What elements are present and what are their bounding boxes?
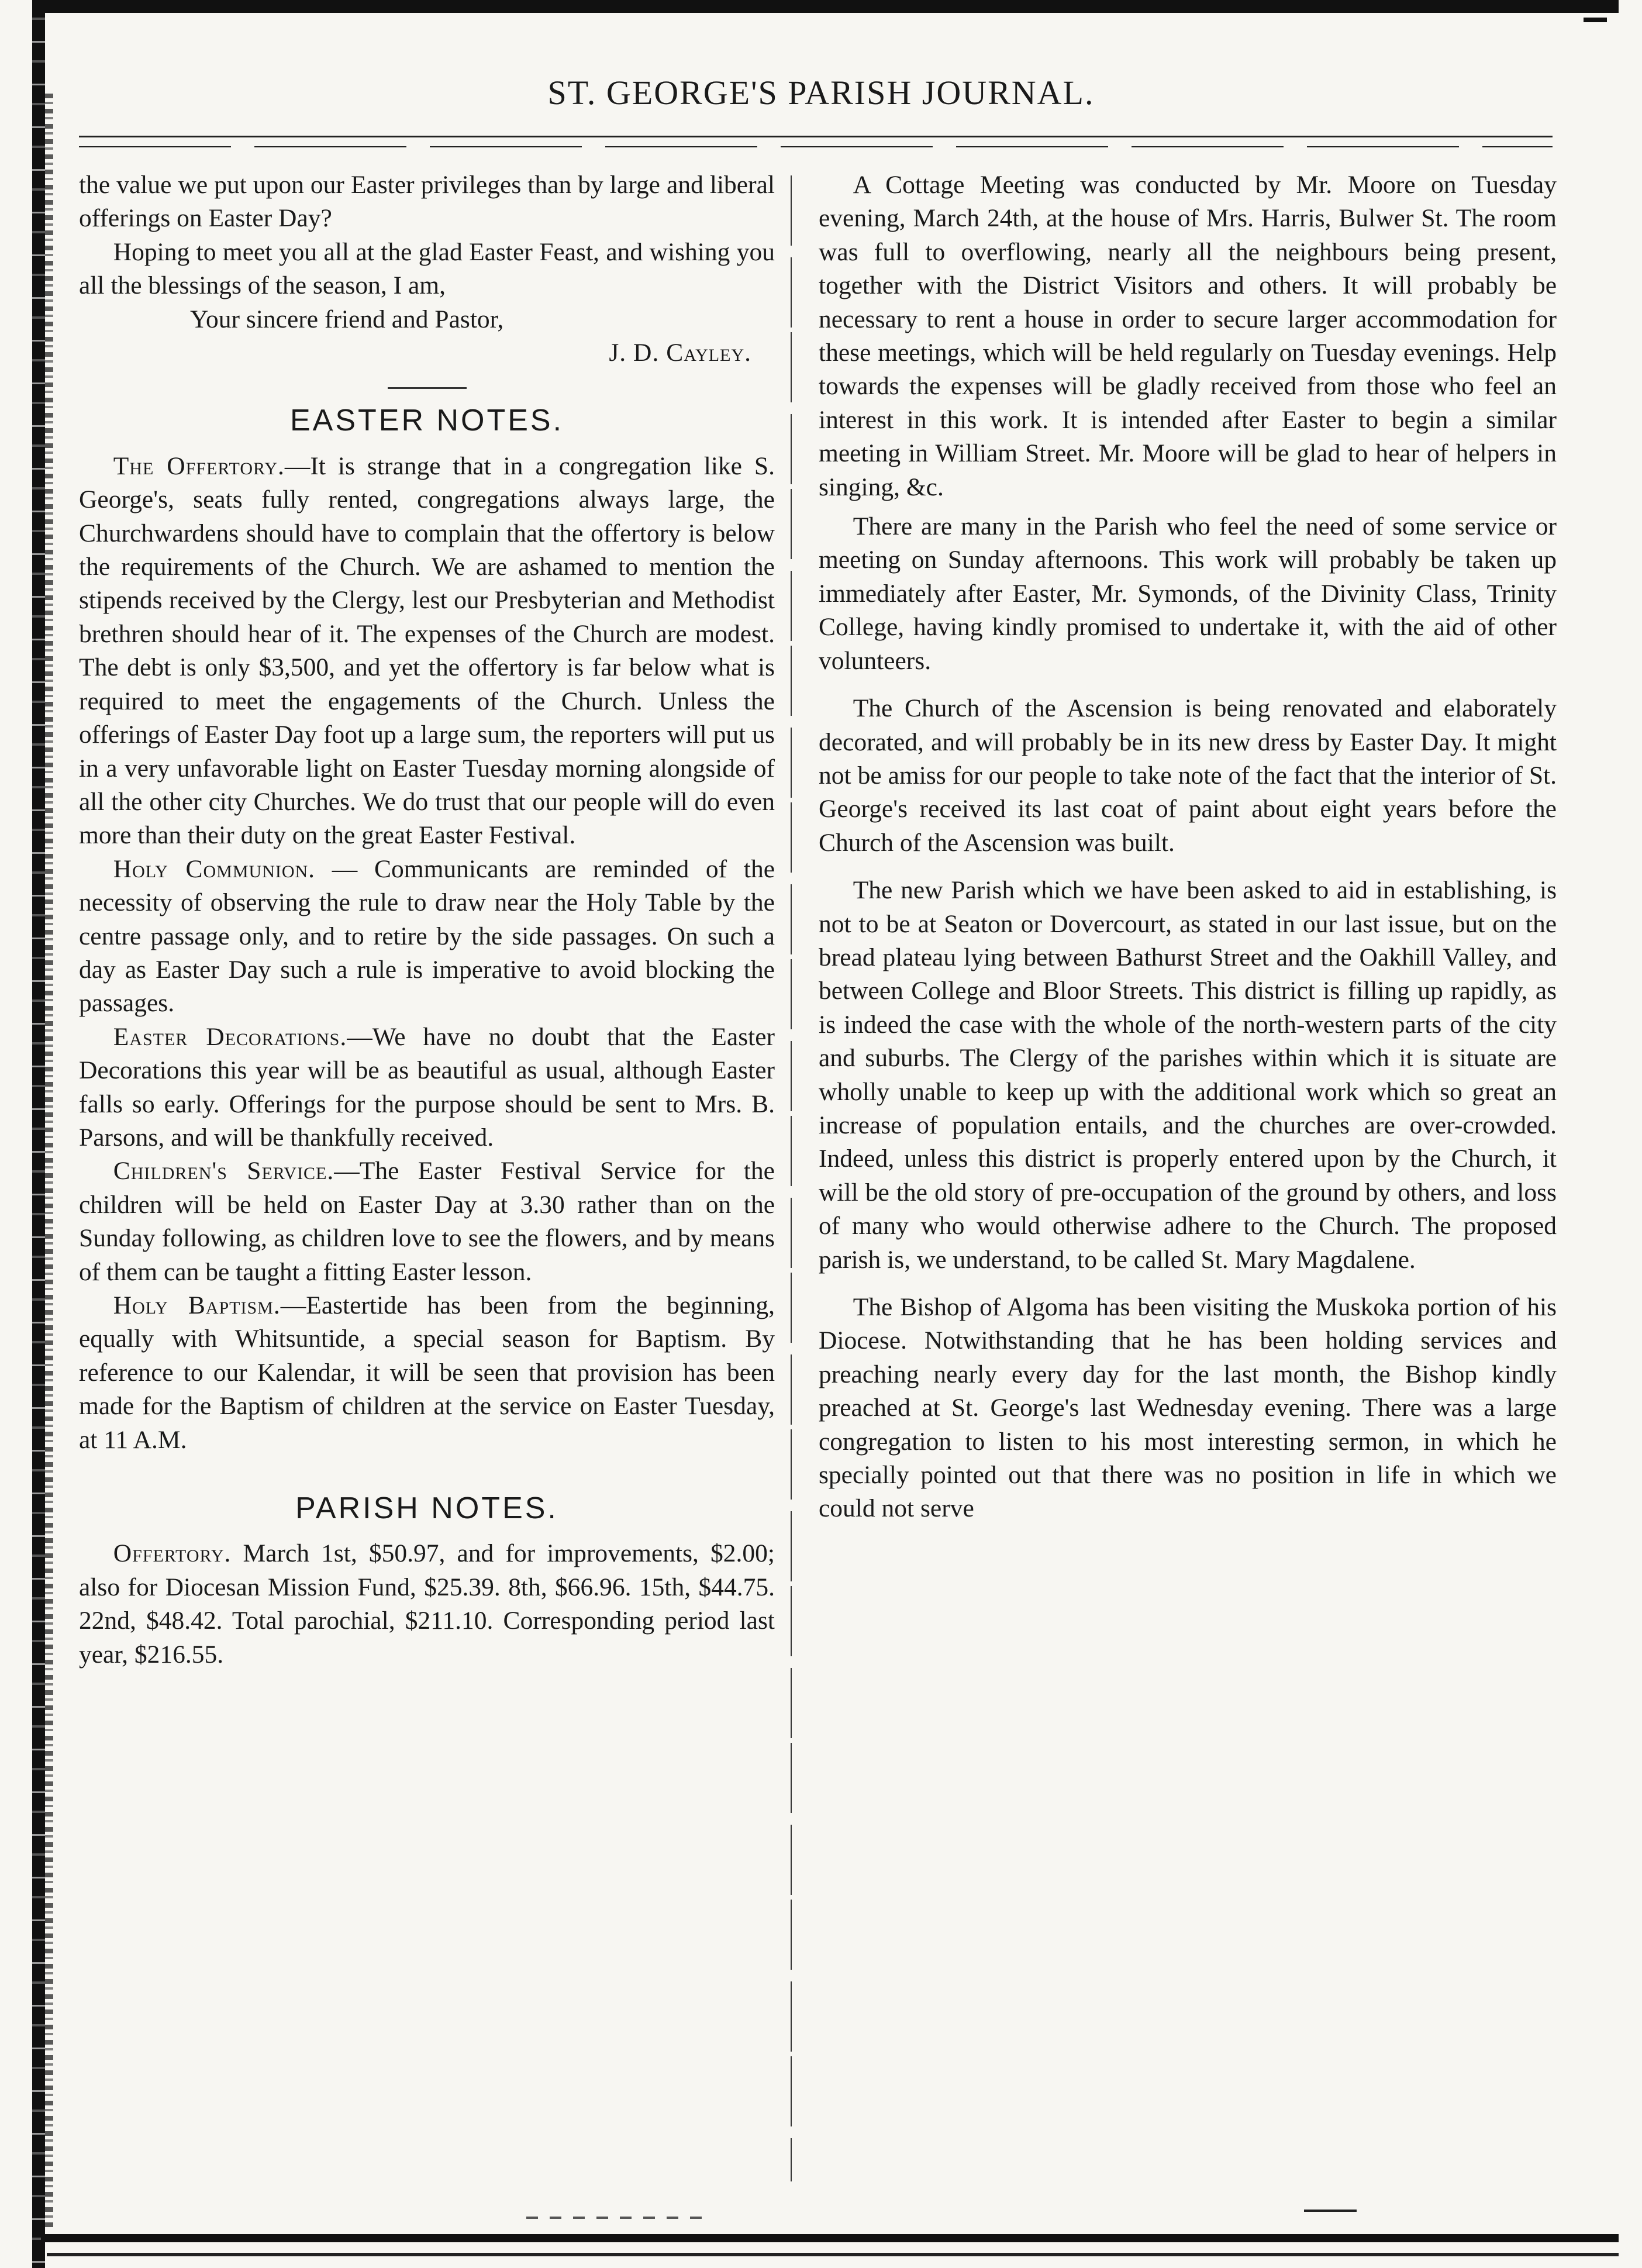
right-column: [819, 168, 1557, 2204]
left-column: [79, 168, 775, 2204]
page-left-binding-edge: [32, 0, 45, 2268]
note-item: [79, 1021, 775, 1155]
note-text: —The Easter Festival Service for the children will be held on Easter Day at 3.30 rather than on the Sunday following, as children love to see the flowers, and by means of them can be taught a fitting Easter lesson.: [79, 1157, 775, 1286]
letter-signature: J. D. Cayley.: [609, 339, 751, 367]
note-item: [79, 1537, 775, 1671]
note-heading: Holy Communion.: [113, 854, 316, 883]
note-text: March 1st, $50.97, and for improvements, $2.00; also for Diocesan Mission Fund, $25.39. 8th, $66.96. 15th, $44.75. 22nd, $48.42. Total parochial, $211.10. Corresponding period last year, $216.55.: [79, 1539, 775, 1669]
note-item: [79, 1289, 775, 1457]
note-text: —Eastertide has been from the beginning, equally with Whitsuntide, a special season for Baptism. By reference to our Kalendar, it will be seen that provision has been made for the Baptism of children at the service on Easter Tuesday, at 11 A.M.: [79, 1291, 775, 1454]
note-heading: Children's Service.: [113, 1157, 334, 1185]
bottom-dashes: [526, 2217, 702, 2219]
note-item: [79, 450, 775, 853]
paragraph: The Bishop of Algoma has been visiting the Muskoka portion of his Diocese. Notwithstanding that he has been holding services and preaching nearly every day for the last month, the Bishop kindly preached at St. George's last Wednesday evening. There was a large congregation to listen to his most interesting sermon, in which he specially pointed out that there was no position in life in which we could not serve: [819, 1293, 1557, 1523]
page-bottom-border-thin: [47, 2253, 1619, 2256]
header-rule: [79, 136, 1553, 137]
page-top-border: [35, 0, 1619, 13]
paragraph: The new Parish which we have been asked to aid in establishing, is not to be at Seaton or Dovercourt, as stated in our last issue, but on the bread plateau lying between Bathurst Street and the Oakhill Valley, and between College and Bloor Streets. This district is filling up rapidly, as is indeed the case with the whole of the north-western parts of the city and suburbs. The Clergy of the parishes within which it is situate are wholly unable to keep up with the additional work which so great an increase of population entails, and the churches are over-crowded. Indeed, unless this district is properly entered upon by the Church, it will be the old story of pre-occupation of the ground by others, and loss of many who would otherwise adhere to the Church. The proposed parish is, we understand, to be called St. Mary Magdalene.: [819, 876, 1557, 1274]
note-text: — Communicants are reminded of the necessity of observing the rule to draw near the Holy Table by the centre passage only, and to retire by the side passages. On such a day as Easter Day such a rule is imperative to avoid blocking the passages.: [79, 854, 775, 1018]
column-divider: [791, 175, 792, 2181]
page-top-mark: [1584, 18, 1607, 22]
section-title-parish-notes: PARISH NOTES.: [295, 1491, 558, 1526]
note-text: —We have no doubt that the Easter Decorations this year will be as beautiful as usual, although Easter falls so early. Offerings for the purpose should be sent to Mrs. B. Parsons, and will be thankfully received.: [79, 1022, 775, 1152]
paragraph: There are many in the Parish who feel the need of some service or meeting on Sunday afternoons. This work will probably be taken up immediately after Easter, Mr. Symonds, of the Divinity Class, Trinity College, having kindly promised to undertake it, with the aid of other volunteers.: [819, 512, 1557, 675]
note-heading: The Offertory.: [113, 451, 285, 480]
note-text: —It is strange that in a congregation like S. George's, seats fully rented, congregations always large, the Churchwardens should have to complain that the offertory is below the requirements of the Church. We are ashamed to mention the stipends received by the Clergy, lest our Presbyterian and Methodist brethren should hear of it. The expenses of the Church are modest. The debt is only $3,500, and yet the offertory is far below what is required to meet the engagements of the Church. Unless the offerings of Easter Day foot up a large sum, the reporters will put us in a very unfavorable light on Easter Tuesday morning alongside of all the other city Churches. We do trust that our people will do even more than their duty on the great Easter Festival.: [79, 451, 775, 850]
note-heading: Easter Decorations.: [113, 1022, 347, 1051]
section-divider: [388, 387, 467, 389]
paragraph: The Church of the Ascension is being renovated and elaborately decorated, and will probably be in its new dress by Easter Day. It might not be amiss for our people to take note of the fact that the interior of St. George's received its last coat of paint about eight years before the Church of the Ascension was built.: [819, 694, 1557, 857]
journal-title: ST. GEORGE'S PARISH JOURNAL.: [547, 74, 1095, 112]
paragraph: the value we put upon our Easter privileges than by large and liberal offerings on Easter Day?: [79, 171, 775, 233]
bottom-mark: [1304, 2210, 1357, 2212]
note-item: [79, 1154, 775, 1289]
letter-closing: Your sincere friend and Pastor,: [190, 305, 504, 333]
paragraph: A Cottage Meeting was conducted by Mr. Moore on Tuesday evening, March 24th, at the house of Mrs. Harris, Bulwer St. The room was full to overflowing, nearly all the neighbours being present, together with the District Visitors and others. It will probably be necessary to rent a house in order to secure larger accommodation for these meetings, which will be held regularly on Tuesday evenings. Help towards the expenses will be gladly received from those who feel an interest in this work. It is intended after Easter to begin a similar meeting in William Street. Mr. Moore will be glad to hear of helpers in singing, &c.: [819, 171, 1557, 501]
header-rule-dashed: [79, 146, 1553, 147]
page-bottom-border: [41, 2234, 1619, 2242]
note-item: [79, 853, 775, 1021]
page-left-binding-shade: [45, 94, 53, 2228]
note-heading: Offertory.: [113, 1539, 232, 1568]
note-heading: Holy Baptism.: [113, 1291, 281, 1319]
section-title-easter-notes: EASTER NOTES.: [289, 404, 564, 438]
paragraph: Hoping to meet you all at the glad Easter Feast, and wishing you all the blessings of the season, I am,: [79, 237, 775, 300]
